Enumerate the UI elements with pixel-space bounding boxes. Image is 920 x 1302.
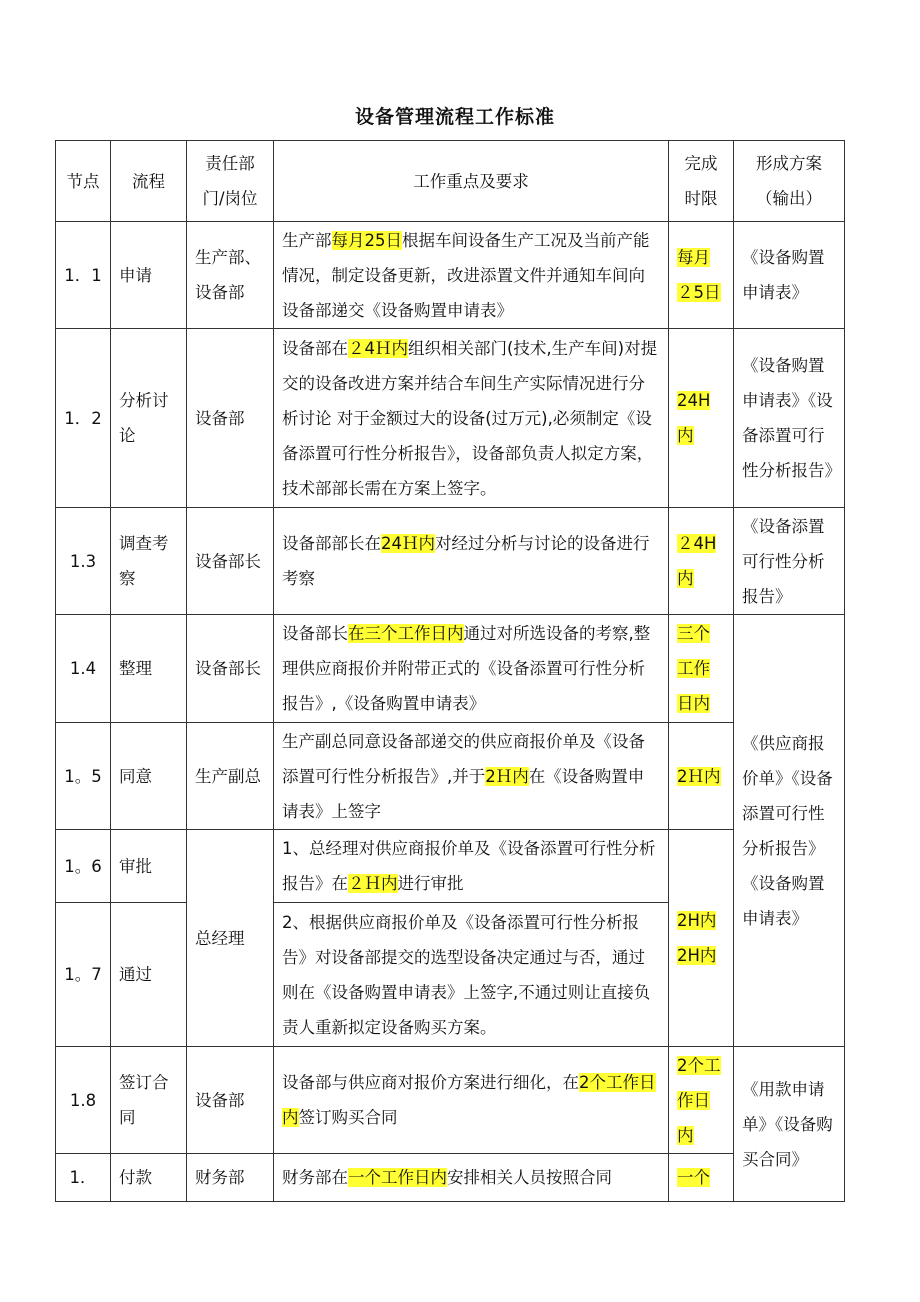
row-deadline: 24H内 xyxy=(669,329,734,508)
table-row xyxy=(56,1154,845,1202)
header-dept: 责任部门/岗位 xyxy=(187,141,274,222)
header-node: 节点 xyxy=(56,141,111,222)
row-work: 财务部在一个工作日内安排相关人员按照合同 xyxy=(274,1154,669,1202)
row-process: 通过 xyxy=(111,903,187,1047)
row-deadline: 三个工作日内 xyxy=(669,615,734,723)
row-work: 生产副总同意设备部递交的供应商报价单及《设备添置可行性分析报告》,并于2Ｈ内在《设备购置申请表》上签字 xyxy=(274,723,669,830)
header-process: 流程 xyxy=(111,141,187,222)
row-node: 1.3 xyxy=(56,508,111,615)
document-title: 设备管理流程工作标准 xyxy=(354,106,555,128)
header-work: 工作重点及要求 xyxy=(274,141,669,222)
row-deadline: ２4H内 xyxy=(669,508,734,615)
row-deadline: 每月２5日 xyxy=(669,222,734,329)
process-standard-table xyxy=(55,140,845,1202)
row-output: 《设备添置可行性分析报告》 xyxy=(734,508,845,615)
row-work: 设备部与供应商对报价方案进行细化，在2个工作日内签订购买合同 xyxy=(274,1047,669,1154)
row-dept: 生产部、设备部 xyxy=(187,222,274,329)
row-output: 《用款申请单》《设备购买合同》 xyxy=(734,1047,845,1202)
highlight: 每月25日 xyxy=(331,230,402,250)
row-process: 审批 xyxy=(111,830,187,903)
row-node: 1。5 xyxy=(56,723,111,830)
row-node: 1。7 xyxy=(56,903,111,1047)
row-node: 1． xyxy=(56,1154,111,1202)
row-work: 生产部每月25日根据车间设备生产工况及当前产能情况，制定设备更新，改进添置文件并通知车间向设备部递交《设备购置申请表》 xyxy=(274,222,669,329)
row-work: 设备部部长在24Ｈ内对经过分析与讨论的设备进行考察 xyxy=(274,508,669,615)
row-output: 《设备购置申请表》 xyxy=(734,222,845,329)
header-deadline: 完成时限 xyxy=(669,141,734,222)
row-deadline: 2个工作日内 xyxy=(669,1047,734,1154)
row-dept: 设备部长 xyxy=(187,615,274,723)
row-process: 同意 xyxy=(111,723,187,830)
row-dept: 设备部长 xyxy=(187,508,274,615)
row-process: 分析讨论 xyxy=(111,329,187,508)
highlight: 一个工作日内 xyxy=(348,1168,447,1187)
row-node: 1.4 xyxy=(56,615,111,723)
row-process: 整理 xyxy=(111,615,187,723)
row-output-merged: 《供应商报价单》《设备添置可行性分析报告》《设备购置申请表》 xyxy=(734,615,845,1047)
row-dept: 设备部 xyxy=(187,329,274,508)
row-process: 签订合同 xyxy=(111,1047,187,1154)
row-work: 设备部在２4Ｈ内组织相关部门(技术,生产车间)对提交的设备改进方案并结合车间生产实际情况进行分析讨论 对于金额过大的设备(过万元),必须制定《设备添置可行性分析报告》，设备部负责人拟定方案，技术部部长需在方案上签字。 xyxy=(274,329,669,508)
table-row xyxy=(56,830,845,903)
row-output: 《设备购置申请表》《设备添置可行性分析报告》 xyxy=(734,329,845,508)
row-dept: 总经理 xyxy=(187,830,274,1047)
row-deadline: 2H内 2H内 xyxy=(669,830,734,1047)
highlight: 2个工作日内 xyxy=(282,1073,656,1127)
row-dept: 生产副总 xyxy=(187,723,274,830)
row-work: 设备部长在三个工作日内通过对所选设备的考察,整理供应商报价并附带正式的《设备添置可行性分析报告》,《设备购置申请表》 xyxy=(274,615,669,723)
highlight: 2Ｈ内 xyxy=(485,766,529,786)
table-row xyxy=(56,1047,845,1154)
row-node: 1．2 xyxy=(56,329,111,508)
table-row xyxy=(56,615,845,723)
row-dept: 财务部 xyxy=(187,1154,274,1202)
table-row xyxy=(56,222,845,329)
row-dept: 设备部 xyxy=(187,1047,274,1154)
highlight: 24Ｈ内 xyxy=(381,534,435,553)
row-node: 1．1 xyxy=(56,222,111,329)
table-header-row xyxy=(56,141,845,222)
table-row xyxy=(56,723,845,830)
row-work: 1、总经理对供应商报价单及《设备添置可行性分析报告》在２Ｈ内进行审批 xyxy=(274,830,669,903)
row-deadline: 一个 xyxy=(669,1154,734,1202)
highlight: ２4Ｈ内 xyxy=(348,338,408,358)
row-process: 申请 xyxy=(111,222,187,329)
table-row xyxy=(56,329,845,508)
table-row xyxy=(56,508,845,615)
row-deadline: 2Ｈ内 xyxy=(669,723,734,830)
row-work: 2、根据供应商报价单及《设备添置可行性分析报告》对设备部提交的选型设备决定通过与否，通过则在《设备购置申请表》上签字,不通过则让直接负责人重新拟定设备购买方案。 xyxy=(274,903,669,1047)
highlight: ２Ｈ内 xyxy=(348,874,398,893)
row-node: 1.8 xyxy=(56,1047,111,1154)
row-process: 付款 xyxy=(111,1154,187,1202)
header-output: 形成方案（输出） xyxy=(734,141,845,222)
highlight: 在三个工作日内 xyxy=(348,624,464,643)
row-node: 1。6 xyxy=(56,830,111,903)
row-process: 调查考察 xyxy=(111,508,187,615)
